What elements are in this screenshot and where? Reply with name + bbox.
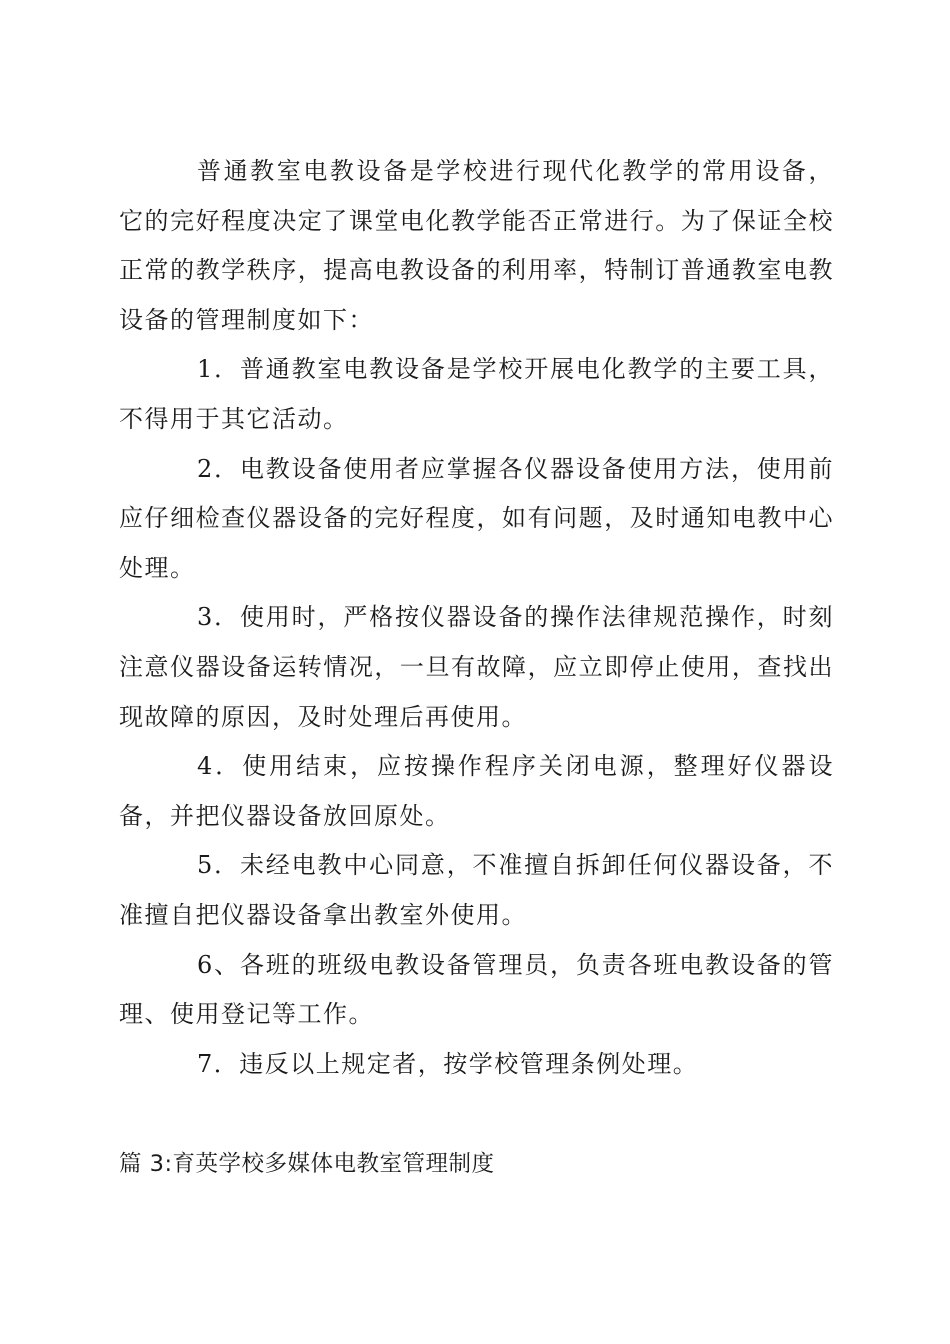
rule-item-3: 3．使用时，严格按仪器设备的操作法律规范操作，时刻注意仪器设备运转情况，一旦有故障，应立即停止使用，查找出现故障的原因，及时处理后再使用。: [119, 603, 834, 731]
intro-paragraph: 普通教室电教设备是学校进行现代化教学的常用设备，它的完好程度决定了课堂电化教学能否正常进行。为了保证全校正常的教学秩序，提高电教设备的利用率，特制订普通教室电教设备的管理制度如下：: [119, 157, 834, 334]
rule-item-2: 2．电教设备使用者应掌握各仪器设备使用方法，使用前应仔细检查仪器设备的完好程度，如有问题，及时通知电教中心处理。: [119, 454, 834, 582]
rule-item-6: 6、各班的班级电教设备管理员，负责各班电教设备的管理、使用登记等工作。: [119, 950, 834, 1029]
rule-item-5: 5．未经电教中心同意，不准擅自拆卸任何仪器设备，不准擅自把仪器设备拿出教室外使用。: [119, 851, 834, 929]
section-heading: 篇 3:育英学校多媒体电教室管理制度: [119, 1151, 495, 1177]
rule-item-1: 1．普通教室电教设备是学校开展电化教学的主要工具，不得用于其它活动。: [119, 355, 834, 433]
rule-item-4: 4．使用结束，应按操作程序关闭电源，整理好仪器设备，并把仪器设备放回原处。: [119, 752, 834, 830]
document-body: [119, 147, 834, 1089]
rule-item-7: 7．违反以上规定者，按学校管理条例处理。: [197, 1049, 699, 1078]
